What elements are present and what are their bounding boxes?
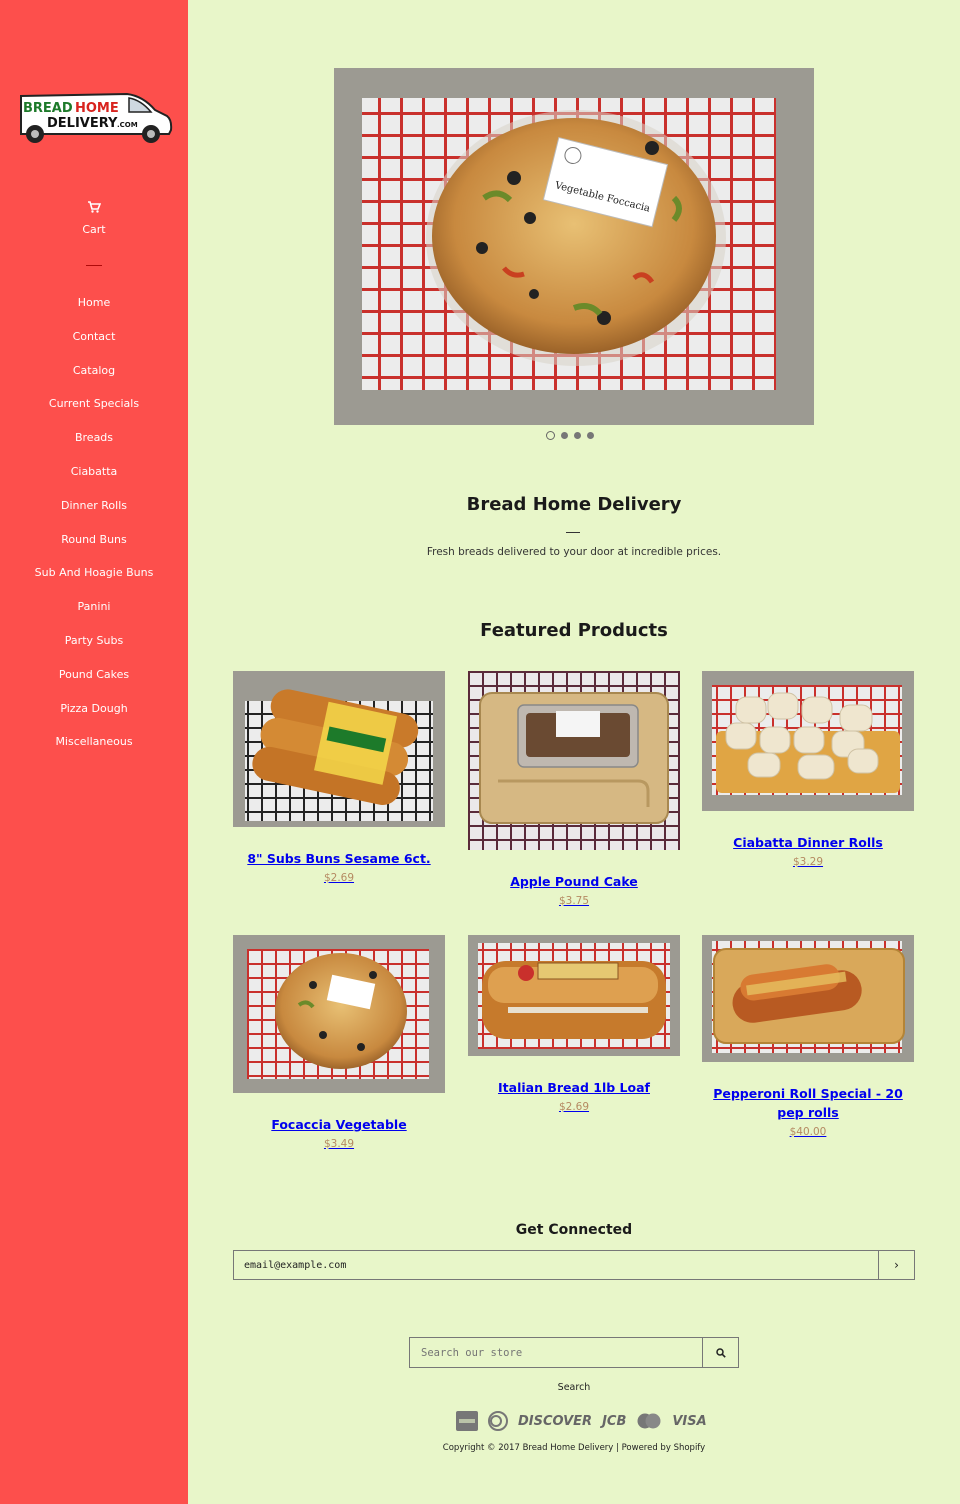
sidebar-nav <box>0 284 188 757</box>
nav-link-party-subs[interactable]: Party Subs <box>64 633 124 647</box>
nav-link-contact[interactable]: Contact <box>72 329 116 343</box>
product-name: Focaccia Vegetable <box>271 1117 407 1132</box>
nav-item-round-buns <box>0 521 188 555</box>
american-express-icon <box>456 1411 478 1431</box>
jcb-icon: JCB <box>602 1413 627 1429</box>
nav-item-ciabatta <box>0 453 188 487</box>
newsletter-submit-button[interactable]: › <box>878 1251 914 1279</box>
nav-item-contact <box>0 318 188 352</box>
product-card[interactable] <box>702 671 914 868</box>
product-card[interactable] <box>233 935 445 1150</box>
product-image <box>702 671 914 811</box>
copyright: Copyright © 2017 Bread Home Delivery | Powered by Shopify <box>442 1443 706 1453</box>
svg-text:DELIVERY: DELIVERY <box>47 116 118 131</box>
mastercard-icon <box>636 1413 662 1429</box>
nav-item-home <box>0 284 188 318</box>
diners-club-icon <box>488 1411 508 1431</box>
nav-item-pizza-dough <box>0 690 188 724</box>
product-name: Italian Bread 1lb Loaf <box>498 1080 650 1095</box>
nav-link-pizza-dough[interactable]: Pizza Dough <box>60 701 128 715</box>
hero-image <box>334 68 814 425</box>
title-divider <box>566 532 580 533</box>
nav-item-current-specials <box>0 385 188 419</box>
product-image <box>233 671 445 827</box>
nav-link-miscellaneous[interactable]: Miscellaneous <box>55 735 133 749</box>
nav-link-breads[interactable]: Breads <box>74 431 114 445</box>
nav-link-round-buns[interactable]: Round Buns <box>61 532 127 546</box>
sidebar-divider <box>86 265 102 266</box>
slideshow-dots <box>546 432 594 440</box>
nav-item-pound-cakes <box>0 656 188 690</box>
product-card[interactable] <box>468 935 680 1113</box>
nav-item-sub-hoagie-buns <box>0 554 188 588</box>
nav-link-pound-cakes[interactable]: Pound Cakes <box>58 667 130 681</box>
nav-item-miscellaneous <box>0 723 188 757</box>
product-price: $3.75 <box>558 895 590 907</box>
newsletter-title: Get Connected <box>515 1222 633 1238</box>
main-content <box>188 0 960 1504</box>
nav-link-dinner-rolls[interactable]: Dinner Rolls <box>61 498 127 512</box>
site-logo[interactable] <box>17 88 173 146</box>
footer-search-link[interactable]: Search <box>557 1382 591 1393</box>
nav-item-dinner-rolls <box>0 487 188 521</box>
discover-icon: DISCOVER <box>518 1413 593 1429</box>
svg-text:Vegetable Foccacia: Vegetable Foccacia <box>553 180 652 215</box>
nav-item-breads <box>0 419 188 453</box>
hero-slideshow[interactable] <box>334 68 814 425</box>
product-card[interactable] <box>702 935 914 1138</box>
tagline: Fresh breads delivered to your door at incredible prices. <box>426 546 722 558</box>
payment-icons <box>456 1411 707 1431</box>
slide-dot-3[interactable] <box>574 432 581 439</box>
featured-products-title: Featured Products <box>480 620 668 641</box>
visa-icon: VISA <box>672 1413 707 1429</box>
product-image <box>702 935 914 1062</box>
product-price: $2.69 <box>323 872 355 884</box>
page-title: Bread Home Delivery <box>466 494 682 515</box>
nav-link-sub-hoagie-buns[interactable]: Sub And Hoagie Buns <box>34 566 154 580</box>
search-form <box>409 1337 739 1368</box>
search-input[interactable] <box>410 1338 702 1367</box>
email-input[interactable] <box>234 1251 878 1279</box>
newsletter-form <box>233 1250 915 1280</box>
nav-link-home[interactable]: Home <box>77 296 111 309</box>
product-name: Apple Pound Cake <box>510 874 638 889</box>
product-price: $2.69 <box>558 1101 590 1113</box>
svg-text:BREAD: BREAD <box>23 101 73 116</box>
slide-dot-1[interactable] <box>546 431 555 440</box>
sidebar <box>0 0 188 1504</box>
cart-label: Cart <box>82 223 106 236</box>
svg-text:HOME: HOME <box>75 101 119 116</box>
cart-icon <box>87 200 101 214</box>
nav-item-catalog <box>0 352 188 386</box>
product-card[interactable] <box>468 671 680 907</box>
product-image <box>468 671 680 850</box>
nav-item-party-subs <box>0 622 188 656</box>
product-price: $3.29 <box>792 856 824 868</box>
cart-link[interactable] <box>0 200 188 236</box>
product-name: Ciabatta Dinner Rolls <box>733 835 883 850</box>
search-icon <box>716 1348 726 1358</box>
nav-item-panini <box>0 588 188 622</box>
product-image <box>468 935 680 1056</box>
search-button[interactable] <box>702 1338 738 1367</box>
slide-dot-2[interactable] <box>561 432 568 439</box>
product-card[interactable] <box>233 671 445 884</box>
product-image <box>233 935 445 1093</box>
nav-link-current-specials[interactable]: Current Specials <box>48 397 140 411</box>
product-name: 8" Subs Buns Sesame 6ct. <box>247 851 431 866</box>
nav-link-ciabatta[interactable]: Ciabatta <box>70 464 118 478</box>
nav-link-catalog[interactable]: Catalog <box>72 363 116 377</box>
product-price: $3.49 <box>323 1138 355 1150</box>
svg-text:.COM: .COM <box>117 121 138 129</box>
slide-dot-4[interactable] <box>587 432 594 439</box>
nav-link-panini[interactable]: Panini <box>77 600 111 614</box>
product-price: $40.00 <box>789 1126 827 1138</box>
product-name: Pepperoni Roll Special - 20 pep rolls <box>713 1086 903 1120</box>
